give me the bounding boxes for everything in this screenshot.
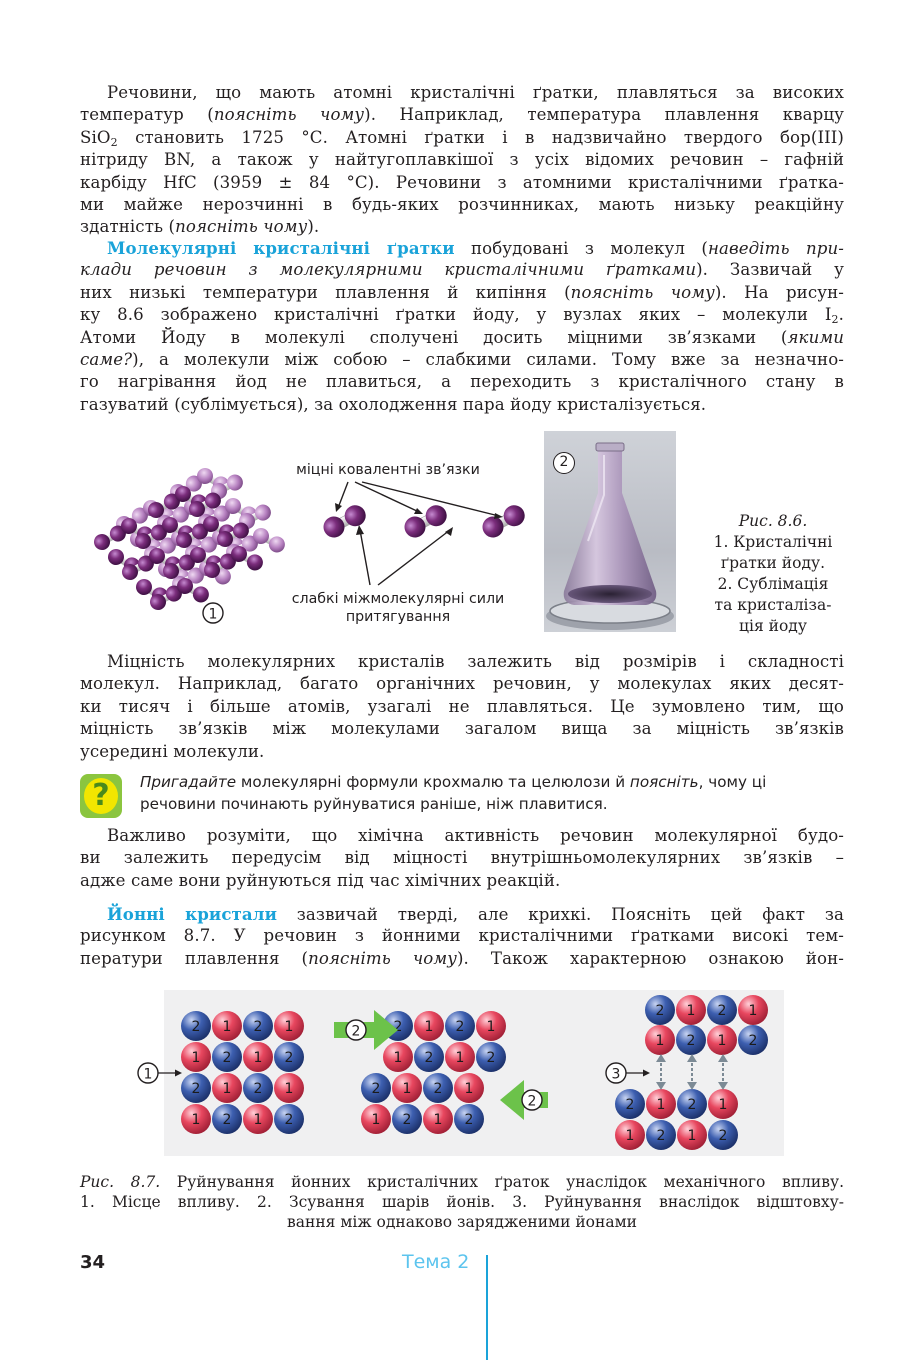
paragraph-ionic-crystals — [80, 903, 844, 970]
cation-ion — [181, 1042, 211, 1072]
svg-text:1: 1 — [455, 1050, 465, 1066]
svg-text:1: 1 — [222, 1081, 232, 1097]
text-line: міцність зв’язків між молекулами загалом вища за міцність зв’язків — [80, 719, 844, 739]
term-ionic-crystals: Йонні кристали — [107, 904, 277, 924]
text-line: молекул. Наприклад, багато органічних речовин, у молекулах яких десят- — [80, 674, 844, 694]
svg-text:1: 1 — [625, 1128, 635, 1144]
svg-text:2: 2 — [424, 1050, 434, 1066]
text-line: рисунком 8.7. У речовин з йонними кристалічними ґратками високі тем- — [80, 926, 844, 946]
cation-ion — [274, 1073, 304, 1103]
paragraph-molecular-strength — [80, 651, 844, 763]
anion-ion — [423, 1073, 453, 1103]
svg-text:2: 2 — [253, 1081, 263, 1097]
text-line: температур (поясніть чому). Наприклад, температура плавлення кварцу — [80, 105, 844, 125]
svg-text:1: 1 — [655, 1033, 665, 1049]
label-covalent-bonds: міцні ковалентні зв’язки — [296, 462, 480, 478]
svg-text:1: 1 — [402, 1081, 412, 1097]
marker-2: 2 — [553, 452, 575, 474]
marker-2b — [522, 1090, 542, 1110]
text-line: Йонні кристали зазвичай тверді, але крихкі. Поясніть цей факт за — [107, 904, 844, 924]
cation-ion — [274, 1011, 304, 1041]
marker-2a — [346, 1020, 366, 1040]
svg-text:2: 2 — [284, 1050, 294, 1066]
text-line: здатність (поясніть чому). — [80, 217, 320, 237]
svg-text:2: 2 — [371, 1081, 381, 1097]
text-line: газуватий (сублімується), за охолодження пара йоду кристалізується. — [80, 394, 707, 414]
text-line: ки тисяч і більше атомів, узагалі не плавляться. Це зумовлено тим, що — [80, 696, 844, 716]
svg-text:1: 1 — [191, 1112, 201, 1128]
svg-text:1: 1 — [208, 606, 218, 623]
page-number: 34 — [80, 1252, 106, 1273]
cation-ion — [676, 995, 706, 1025]
svg-text:3: 3 — [611, 1066, 621, 1083]
text-line: них низькі температури плавлення й кипіння (поясніть чому). На рисун- — [80, 282, 844, 302]
svg-text:2: 2 — [222, 1112, 232, 1128]
text-line: ми майже нерозчинні в будь-яких розчинниках, мають низьку реакційну — [80, 194, 844, 214]
text-line: Міцність молекулярних кристалів залежить від розмірів і складності — [107, 652, 844, 671]
cation-ion — [212, 1073, 242, 1103]
cation-ion — [646, 1089, 676, 1119]
svg-text:1: 1 — [371, 1112, 381, 1128]
text-line: адже саме вони руйнуються під час хімічних реакцій. — [80, 870, 561, 890]
cation-ion — [243, 1104, 273, 1134]
svg-text:1: 1 — [656, 1097, 666, 1113]
svg-text:2: 2 — [464, 1112, 474, 1128]
svg-text:2: 2 — [191, 1081, 201, 1097]
anion-ion — [445, 1011, 475, 1041]
anion-ion — [615, 1089, 645, 1119]
anion-ion — [646, 1120, 676, 1150]
marker-1 — [203, 603, 223, 623]
svg-text:2: 2 — [402, 1112, 412, 1128]
figure-8-7 — [80, 990, 844, 1162]
text-line: Молекулярні кристалічні ґратки побудовані з молекул (наведіть при- — [107, 238, 844, 258]
arrows-intermolecular-forces — [360, 530, 450, 585]
cation-ion — [414, 1011, 444, 1041]
cation-ion — [645, 1025, 675, 1055]
caption-line: 2. Сублімація — [717, 575, 829, 593]
caption-line: ція йоду — [739, 617, 807, 635]
text-line: Важливо розуміти, що хімічна активність речовин молекулярної будо- — [107, 826, 844, 845]
svg-text:1: 1 — [284, 1019, 294, 1035]
text-line: нітриду BN, а також у найтугоплавкішої з усіх відомих речовин – гафній — [80, 150, 844, 170]
anion-ion — [181, 1073, 211, 1103]
svg-text:2: 2 — [687, 1097, 697, 1113]
svg-text:1: 1 — [717, 1033, 727, 1049]
anion-ion — [274, 1104, 304, 1134]
anion-ion — [243, 1011, 273, 1041]
svg-text:1: 1 — [718, 1097, 728, 1113]
text-line: усередині молекули. — [80, 741, 265, 761]
svg-text:1: 1 — [424, 1019, 434, 1035]
anion-ion — [676, 1025, 706, 1055]
text-line: го нагрівання йод не плавиться, а переходить з кристалічного стану в — [80, 372, 844, 392]
svg-text:2: 2 — [351, 1023, 361, 1040]
text-line: SiO$_2$ становить 1725 °С. Атомні ґратки і в надзвичайно твердого бор(III) — [80, 127, 844, 149]
svg-text:1: 1 — [464, 1081, 474, 1097]
caption-line: та кристаліза- — [714, 596, 832, 614]
anion-ion — [212, 1104, 242, 1134]
svg-text:1: 1 — [687, 1128, 697, 1144]
i2-molecule — [250, 525, 288, 555]
label-intermolecular-forces-2: притягування — [345, 609, 451, 625]
anion-ion — [212, 1042, 242, 1072]
recall-note — [80, 772, 850, 820]
svg-text:1: 1 — [222, 1019, 232, 1035]
cation-ion — [476, 1011, 506, 1041]
svg-text:1: 1 — [393, 1050, 403, 1066]
text-line: Речовини, що мають атомні кристалічні ґратки, плавляться за високих — [107, 83, 844, 102]
svg-text:2: 2 — [393, 1019, 403, 1035]
cation-ion — [708, 1089, 738, 1119]
sublimation-flask-photo — [544, 431, 676, 632]
cation-ion — [423, 1104, 453, 1134]
topic-label: Тема 2 — [402, 1251, 470, 1273]
svg-text:2: 2 — [686, 1033, 696, 1049]
caption-title: Рис. 8.6. — [738, 512, 808, 530]
paragraph-molecular-lattices — [80, 237, 844, 416]
svg-text:2: 2 — [656, 1128, 666, 1144]
text-line: клади речовин з молекулярними кристалічними ґратками). Зазвичай у — [80, 260, 844, 280]
svg-text:2: 2 — [527, 1093, 537, 1110]
svg-text:2: 2 — [433, 1081, 443, 1097]
cation-ion — [454, 1073, 484, 1103]
cation-ion — [212, 1011, 242, 1041]
anion-ion — [708, 1120, 738, 1150]
svg-text:1: 1 — [486, 1019, 496, 1035]
anion-ion — [738, 1025, 768, 1055]
svg-text:1: 1 — [143, 1066, 153, 1083]
anion-ion — [645, 995, 675, 1025]
svg-text:2: 2 — [284, 1112, 294, 1128]
cation-ion — [243, 1042, 273, 1072]
svg-text:1: 1 — [253, 1112, 263, 1128]
anion-ion — [243, 1073, 273, 1103]
svg-text:2: 2 — [253, 1019, 263, 1035]
svg-text:1: 1 — [748, 1003, 758, 1019]
cation-ion — [361, 1104, 391, 1134]
svg-text:1: 1 — [191, 1050, 201, 1066]
cation-ion — [392, 1073, 422, 1103]
label-intermolecular-forces: слабкі міжмолекулярні сили — [291, 591, 505, 607]
svg-text:2: 2 — [748, 1033, 758, 1049]
svg-text:2: 2 — [455, 1019, 465, 1035]
recall-note-text: Пригадайте молекулярні формули крохмалю та целюлози й поясніть, чому ці речовини починають руйнуватися раніше, ніж плавитися. — [140, 773, 767, 813]
text-line: ку 8.6 зображено кристалічні ґратки йоду, у вузлах яких – молекули $I_2$. — [80, 305, 844, 327]
anion-ion — [361, 1073, 391, 1103]
svg-text:2: 2 — [486, 1050, 496, 1066]
cation-ion — [738, 995, 768, 1025]
svg-text:2: 2 — [625, 1097, 635, 1113]
cation-ion — [615, 1120, 645, 1150]
cation-ion — [445, 1042, 475, 1072]
svg-text:1: 1 — [686, 1003, 696, 1019]
svg-text:2: 2 — [717, 1003, 727, 1019]
figure-8-7-caption: Рис. 8.7. Руйнування йонних кристалічних ґраток унаслідок механічного впливу. 1. Місце впливу. 2. Зсування шарів йонів. 3. Руйнування внаслідок відштовху- вання між однаково зарядженими йонами — [80, 1173, 844, 1231]
text-line: карбіду HfC (3959 ± 84 °С). Речовини з атомними кристалічними ґратка- — [80, 172, 844, 192]
svg-text:2: 2 — [655, 1003, 665, 1019]
anion-ion — [181, 1011, 211, 1041]
anion-ion — [707, 995, 737, 1025]
cation-ion — [677, 1120, 707, 1150]
cation-ion — [383, 1042, 413, 1072]
svg-text:2: 2 — [222, 1050, 232, 1066]
question-icon: ? — [80, 774, 122, 818]
svg-text:1: 1 — [284, 1081, 294, 1097]
caption-line: ґратки йоду. — [720, 554, 826, 572]
text-line: ператури плавлення (поясніть чому). Також характерною ознакою йон- — [80, 948, 844, 968]
figure-8-6-caption — [693, 511, 853, 637]
cation-ion — [707, 1025, 737, 1055]
anion-ion — [476, 1042, 506, 1072]
svg-text:1: 1 — [253, 1050, 263, 1066]
anion-ion — [274, 1042, 304, 1072]
footer-divider — [486, 1255, 488, 1360]
i2-molecule — [320, 502, 370, 542]
cation-ion — [181, 1104, 211, 1134]
caption-line: 1. Кристалічні — [713, 533, 833, 551]
anion-ion — [454, 1104, 484, 1134]
iodine-lattice-illustration — [91, 465, 288, 613]
text-line: саме?), а молекули між собою – слабкими силами. Тому вже за незначно- — [80, 349, 844, 369]
paragraph-atomic-lattices — [80, 82, 844, 239]
i2-molecule — [479, 502, 529, 542]
svg-text:2: 2 — [718, 1128, 728, 1144]
paragraph-chemical-activity — [80, 825, 844, 892]
anion-ion — [414, 1042, 444, 1072]
text-line: Атоми Йоду в молекулі сполучені досить міцними зв’язками (якими — [80, 327, 844, 347]
anion-ion — [392, 1104, 422, 1134]
text-line: ви залежить передусім від міцності внутрішньомолекулярних зв’язків – — [80, 848, 844, 868]
svg-text:1: 1 — [433, 1112, 443, 1128]
svg-text:2: 2 — [191, 1019, 201, 1035]
anion-ion — [677, 1089, 707, 1119]
term-molecular-lattices: Молекулярні кристалічні ґратки — [107, 238, 455, 258]
